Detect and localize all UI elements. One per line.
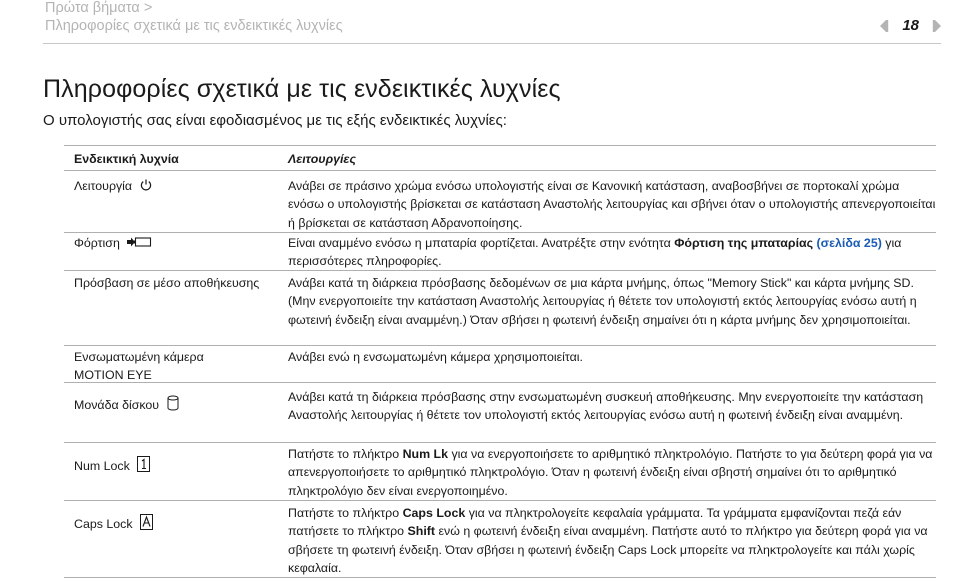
section-reference[interactable]: Φόρτιση της μπαταρίας (674, 236, 814, 250)
indicator-name: Πρόσβαση σε μέσο αποθήκευσης (74, 276, 260, 290)
description-text: για περισσότερες πληροφορίες. (288, 236, 902, 269)
description-text: Πατήστε το πλήκτρο (288, 506, 403, 520)
power-icon (140, 178, 152, 196)
description-text: για να πληκτρολογείτε κεφαλαία γράμματα. Τα γράμματα εμφανίζονται πεζά εάν πατήσετε το πλήκτρο (288, 506, 902, 539)
column-header-functions: Λειτουργίες (288, 152, 356, 166)
key-name: Num Lk (402, 447, 449, 461)
next-page-icon[interactable] (927, 20, 941, 32)
indicator-label: Num Lock (74, 458, 130, 473)
indicator-label-sub: MOTION EYE (74, 368, 152, 382)
key-name: Caps Lock (402, 506, 466, 520)
table-top-rule (64, 145, 936, 146)
key-name: Shift (407, 524, 436, 539)
indicator-name (74, 456, 274, 477)
indicator-label: Caps Lock (74, 516, 133, 531)
page-navigation (880, 17, 941, 34)
table-row-rule (64, 382, 936, 383)
indicator-description (288, 504, 938, 577)
page-reference-link[interactable]: (σελίδα 25) (816, 236, 882, 250)
indicator-name (74, 348, 274, 384)
description-text: Είναι αναμμένο ενόσω η μπαταρία φορτίζεται. Ανατρέξτε στην ενότητα (288, 236, 675, 250)
battery-charge-icon (127, 235, 153, 253)
table-row-rule (64, 500, 936, 501)
page-header (0, 0, 959, 48)
indicator-description (288, 445, 938, 500)
table-row-rule (64, 270, 936, 271)
indicator-name (74, 177, 274, 196)
disk-drive-icon (167, 395, 179, 416)
indicator-label: Μονάδα δίσκου (74, 397, 160, 412)
table-row-rule (64, 345, 936, 346)
intro-text: Ο υπολογιστής σας είναι εφοδιασμένος με τις εξής ενδεικτικές λυχνίες: (43, 112, 507, 129)
indicator-label: Φόρτιση (74, 236, 120, 250)
page-title: Πληροφορίες σχετικά με τις ενδεικτικές λυχνίες (43, 75, 561, 103)
num-lock-icon (137, 456, 150, 477)
page-number: 18 (902, 17, 919, 34)
caps-lock-icon (140, 514, 153, 535)
column-header-indicator: Ενδεικτική λυχνία (74, 152, 179, 166)
indicator-name (74, 395, 274, 416)
description-text: Πατήστε το πλήκτρο (288, 447, 403, 461)
breadcrumb-parent[interactable]: Πρώτα βήματα > (45, 0, 153, 16)
indicator-label: Ενσωματωμένη κάμερα (74, 350, 204, 364)
indicator-description: Ανάβει σε πράσινο χρώμα ενόσω υπολογιστής είναι σε Κανονική κατάσταση, αναβοσβήνει σε πορτοκαλί χρώμα ενόσω ο υπολογιστής βρίσκεται σε κατάσταση Αναστολής λειτουργίας και σβήνει όταν ο υπολογιστής απενεργοποιείται ή βρίσκεται σε κατάσταση Αδρανοποίησης. (288, 179, 936, 230)
table-row-rule (64, 232, 936, 233)
breadcrumb-current: Πληροφορίες σχετικά με τις ενδεικτικές λυχνίες (45, 18, 343, 34)
header-divider (43, 43, 941, 44)
indicator-name (74, 234, 274, 253)
table-header-rule (64, 170, 936, 171)
description-text: ενώ η φωτεινή ένδειξη είναι αναμμένη. Πατήστε αυτό το πλήκτρο για δεύτερη φορά για να σβήσετε τη φωτεινή ένδειξη. Όταν σβήσει η φωτεινή ένδειξη Caps Lock μπορείτε να πληκτρολογείτε και πάλι χωρίς κεφαλαία. (288, 524, 928, 575)
indicator-name (74, 514, 274, 535)
table-bottom-rule (64, 577, 936, 578)
description-text: για να ενεργοποιήσετε το αριθμητικό πληκτρολόγιο. Πατήστε το για δεύτερη φορά για να απενεργοποιήσετε το αριθμητικό πληκτρολόγιο. Όταν η φωτεινή ένδειξη είναι σβηστή σημαίνει ότι το αριθμητικό πληκτρολόγιο δεν είναι ενεργοποιημένο. (288, 447, 933, 498)
previous-page-icon[interactable] (880, 20, 894, 32)
indicator-label: Λειτουργία (74, 179, 133, 193)
table-row-rule (64, 442, 936, 443)
indicator-description (288, 234, 938, 271)
indicator-description: Ανάβει κατά τη διάρκεια πρόσβασης δεδομένων σε μια κάρτα μνήμης, όπως "Memory Stick" και κάρτα μνήμης SD. (Μην ενεργοποιείτε την κατάσταση Αναστολής λειτουργίας ή θέτετε τον υπολογιστή εκτός λειτουργίας ενόσω αυτή η φωτεινή ένδειξη είναι αναμμένη.) Όταν σβήσει η φωτεινή ένδειξη σημαίνει ότι η κάρτα μνήμης δεν χρησιμοποιείται. (288, 276, 917, 327)
indicator-description: Ανάβει κατά τη διάρκεια πρόσβασης στην ενσωματωμένη συσκευή αποθήκευσης. Μην ενεργοποιείτε την κατάσταση Αναστολής λειτουργίας ή θέτετε τον υπολογιστή εκτός λειτουργίας ενόσω αυτή η φωτεινή ένδειξη είναι αναμμένη. (288, 390, 924, 423)
indicator-description: Ανάβει ενώ η ενσωματωμένη κάμερα χρησιμοποιείται. (288, 350, 583, 364)
